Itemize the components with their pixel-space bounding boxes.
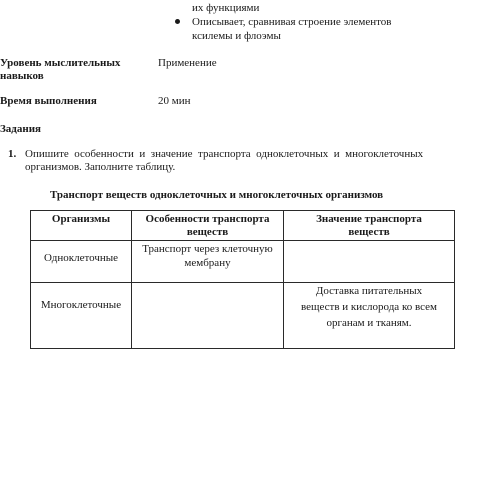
row2-organism: Многоклеточные (40, 299, 122, 311)
header-organisms: Организмы (51, 213, 111, 225)
bullet-icon (175, 19, 180, 24)
skill-level-label-line1: Уровень мыслительных (0, 57, 121, 69)
header-meaning-line1: Значение транспорта (316, 213, 422, 225)
transport-table (30, 210, 455, 349)
task-text-line2: организмов. Заполните таблицу. (25, 161, 176, 173)
skill-level-label-line2: навыков (0, 70, 44, 82)
table-border-left (30, 210, 31, 349)
row1-feature-line1: Транспорт через клеточную (142, 243, 273, 255)
task-number: 1. (8, 148, 17, 160)
table-border-bottom (30, 348, 455, 349)
table-border-right (454, 210, 455, 349)
table-header-divider (30, 240, 455, 241)
header-meaning-line2: веществ (348, 226, 390, 238)
duration-label: Время выполнения (0, 95, 97, 107)
list-continuation-text: их функциями (192, 2, 260, 14)
row2-meaning-line1: Доставка питательных (315, 285, 423, 297)
duration-value: 20 мин (158, 95, 191, 107)
skill-level-value: Применение (158, 57, 217, 69)
row2-meaning-line2: веществ и кислорода ко всем (301, 301, 437, 313)
tasks-heading: Задания (0, 123, 41, 135)
header-features-line1: Особенности транспорта (145, 213, 270, 225)
bullet-text-line2: ксилемы и флоэмы (192, 30, 281, 42)
table-row-divider (30, 282, 455, 283)
header-features-line2: веществ (186, 226, 229, 238)
row2-meaning-line3: органам и тканям. (326, 317, 412, 329)
row1-organism: Одноклеточные (43, 252, 119, 264)
table-title: Транспорт веществ одноклеточных и многоклеточных организмов (50, 189, 384, 201)
bullet-text-line1: Описывает, сравнивая строение элементов (192, 16, 392, 28)
table-border-top (30, 210, 455, 211)
task-text-line1: Опишите особенности и значение транспорта одноклеточных и многоклеточных (25, 148, 424, 160)
row1-feature-line2: мембрану (184, 257, 231, 269)
